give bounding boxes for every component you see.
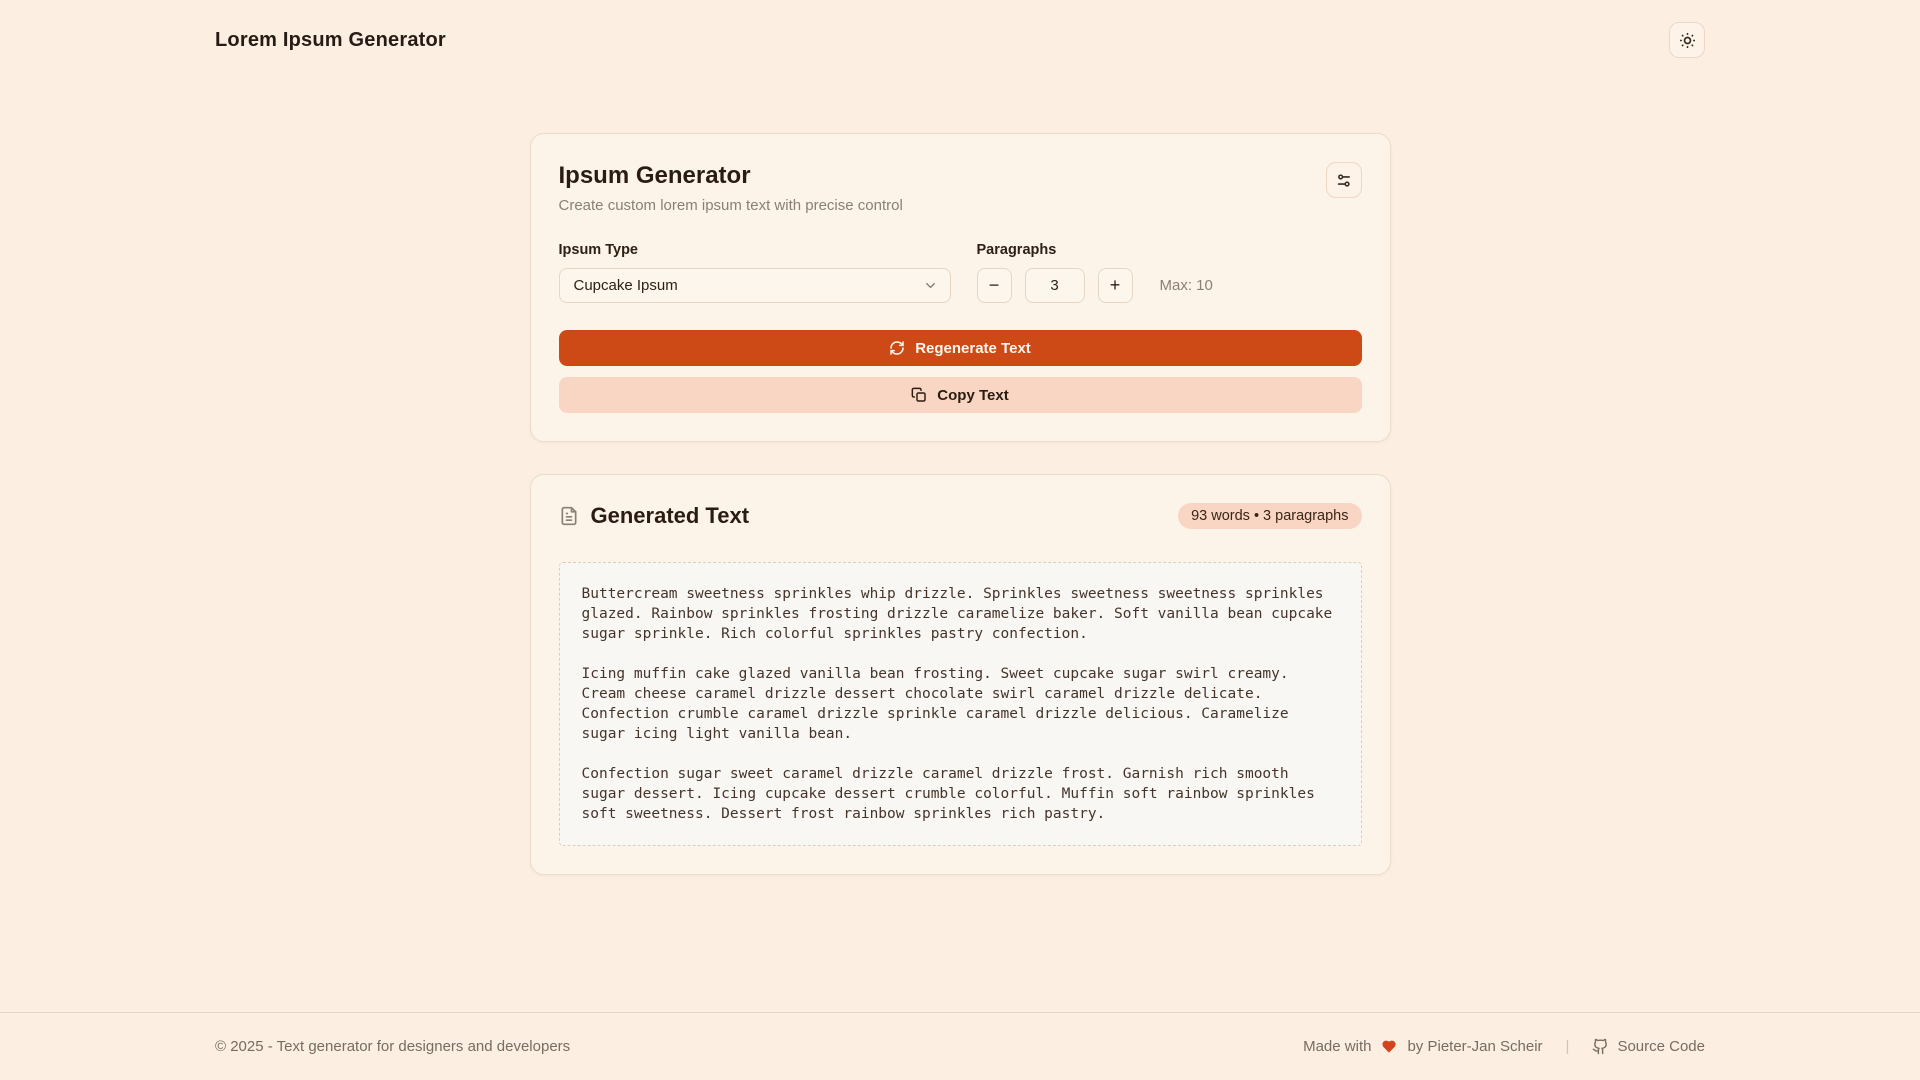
chevron-down-icon (923, 278, 938, 293)
paragraphs-input[interactable] (1025, 268, 1085, 303)
settings-button[interactable] (1326, 162, 1362, 198)
increment-button[interactable]: + (1098, 268, 1133, 303)
footer-divider: | (1565, 1038, 1570, 1055)
ipsum-type-select[interactable] (559, 268, 951, 303)
copyright-text: © 2025 - Text generator for designers and developers (215, 1038, 571, 1055)
generated-paragraph: Icing muffin cake glazed vanilla bean frosting. Sweet cupcake sugar swirl creamy. Cream cheese caramel drizzle dessert chocolate swirl caramel drizzle delicate. Confection crumble caramel drizzle sprinkle caramel drizzle delicious. Caramelize sugar icing light vanilla bean. (581, 666, 1289, 742)
word-count-badge: 93 words • 3 paragraphs (1178, 503, 1361, 529)
copy-button[interactable] (559, 377, 1362, 413)
generated-paragraph: Confection sugar sweet caramel drizzle caramel drizzle frost. Garnish rich smooth sugar dessert. Icing cupcake dessert crumble colorful. Muffin soft rainbow sprinkles soft sweetness. Dessert frost rainbow sprinkles rich pastry. (581, 766, 1315, 822)
credit-prefix: Made with (1303, 1038, 1372, 1055)
source-code-label: Source Code (1617, 1038, 1705, 1055)
generated-paragraph: Buttercream sweetness sprinkles whip drizzle. Sprinkles sweetness sweetness sprinkles glazed. Rainbow sprinkles frosting drizzle caramelize baker. Soft vanilla bean cupcake sugar sprinkle. Rich colorful sprinkles pastry confection. (581, 586, 1333, 642)
paragraphs-label: Paragraphs (976, 242, 1057, 258)
paragraphs-stepper (977, 268, 1362, 303)
generator-card (530, 133, 1391, 442)
main-content (0, 58, 1920, 1012)
paragraphs-field (977, 242, 1362, 303)
sun-icon (1679, 32, 1696, 49)
app-header (215, 0, 1705, 58)
page-footer (0, 1012, 1920, 1080)
generator-subtitle: Create custom lorem ipsum text with precise control (558, 197, 903, 214)
generated-text-output[interactable] (559, 562, 1362, 846)
max-paragraphs-note: Max: 10 (1159, 277, 1213, 294)
ipsum-type-field (559, 242, 951, 303)
generated-text-card (530, 474, 1391, 875)
copy-icon (911, 387, 927, 403)
ipsum-type-label: Ipsum Type (558, 242, 638, 258)
generator-title: Ipsum Generator (558, 162, 751, 189)
app-title: Lorem Ipsum Generator (215, 28, 446, 51)
credit-suffix: by Pieter-Jan Scheir (1407, 1038, 1543, 1055)
heart-icon (1381, 1039, 1397, 1054)
source-code-link[interactable] (1592, 1038, 1705, 1055)
sliders-icon (1335, 172, 1352, 189)
regenerate-button-label: Regenerate Text (915, 339, 1031, 357)
file-text-icon (559, 506, 579, 526)
regenerate-button[interactable] (559, 330, 1362, 366)
copy-button-label: Copy Text (937, 386, 1009, 404)
github-icon (1592, 1038, 1609, 1055)
refresh-icon (889, 340, 905, 356)
theme-toggle-button[interactable] (1669, 22, 1705, 58)
ipsum-type-selected-value: Cupcake Ipsum (573, 277, 678, 294)
decrement-button[interactable]: − (977, 268, 1012, 303)
generated-text-title: Generated Text (590, 503, 750, 528)
